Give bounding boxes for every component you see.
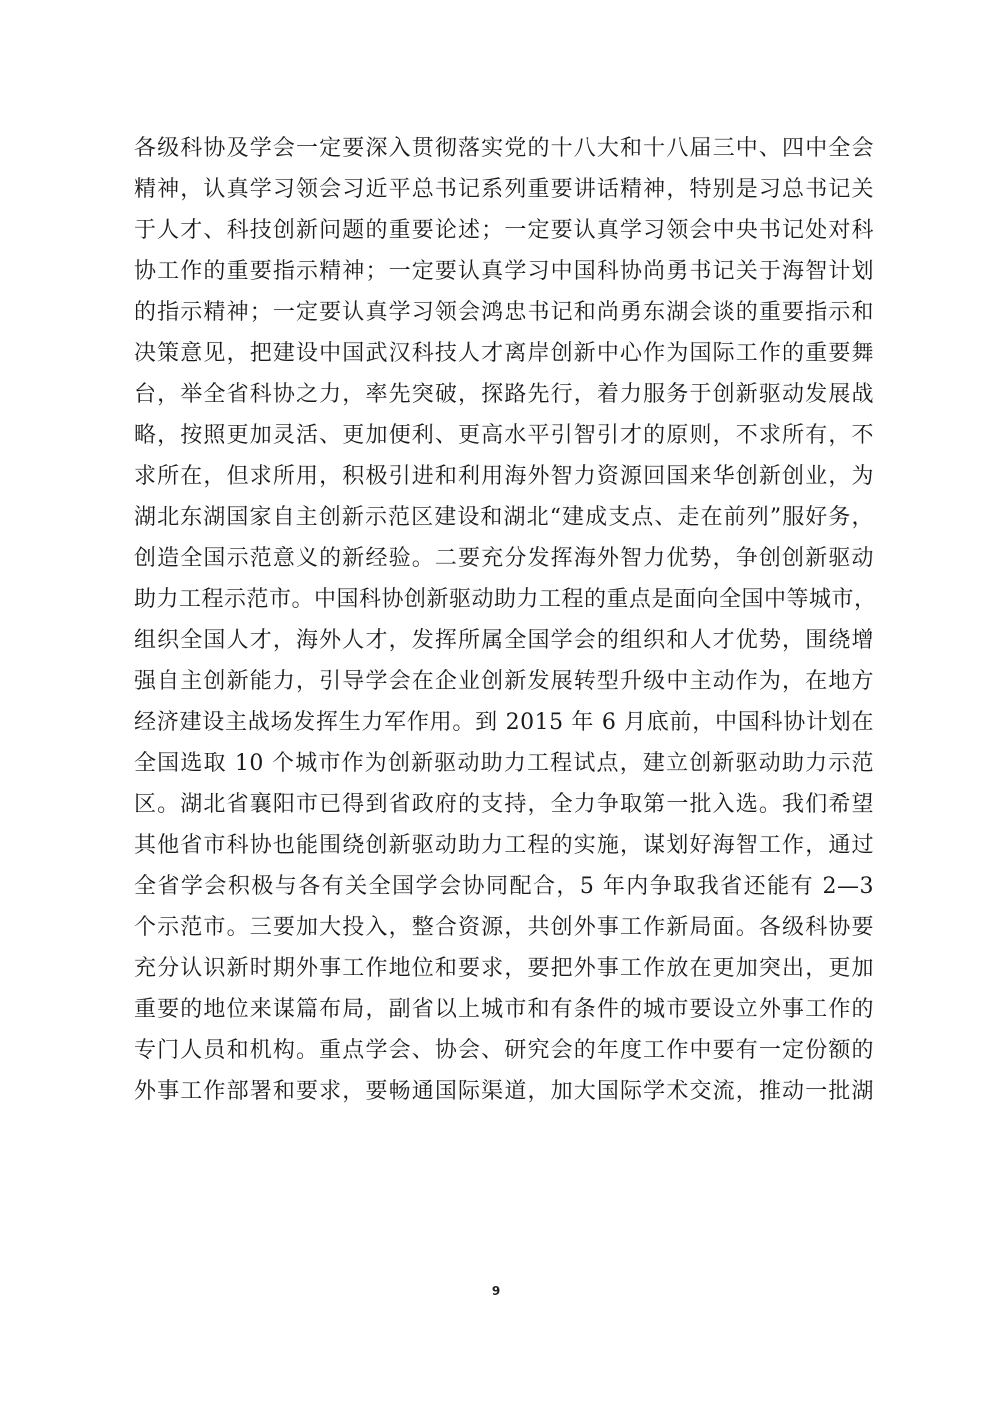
text-line: 求所在，但求所用，积极引进和利用海外智力资源回国来华创新创业，为: [134, 464, 874, 489]
text-line: 经济建设主战场发挥生力军作用。到 2015 年 6 月底前，中国科协计划在: [134, 710, 874, 735]
text-line: 强自主创新能力，引导学会在企业创新发展转型升级中主动作为，在地方: [134, 669, 874, 694]
text-line: 略，按照更加灵活、更加便利、更高水平引智引才的原则，不求所有，不: [134, 423, 874, 448]
text-line: 其他省市科协也能围绕创新驱动助力工程的实施，谋划好海智工作，通过: [134, 833, 874, 858]
page-number: 9: [491, 1284, 501, 1298]
text-line: 台，举全省科协之力，率先突破，探路先行，着力服务于创新驱动发展战: [134, 382, 874, 407]
text-line: 充分认识新时期外事工作地位和要求，要把外事工作放在更加突出，更加: [134, 956, 874, 981]
body-text: [134, 128, 877, 1112]
text-line: 区。湖北省襄阳市已得到省政府的支持，全力争取第一批入选。我们希望: [134, 792, 874, 817]
text-line: 重要的地位来谋篇布局，副省以上城市和有条件的城市要设立外事工作的: [134, 997, 874, 1022]
text-line: 外事工作部署和要求，要畅通国际渠道，加大国际学术交流，推动一批湖: [134, 1079, 874, 1104]
text-line: 协工作的重要指示精神；一定要认真学习中国科协尚勇书记关于海智计划: [134, 259, 874, 284]
text-line: 个示范市。三要加大投入，整合资源，共创外事工作新局面。各级科协要: [134, 915, 874, 940]
text-line: 的指示精神；一定要认真学习领会鸿忠书记和尚勇东湖会谈的重要指示和: [134, 300, 874, 325]
text-line: 全省学会积极与各有关全国学会协同配合，5 年内争取我省还能有 2—3: [134, 874, 874, 899]
text-line: 全国选取 10 个城市作为创新驱动助力工程试点，建立创新驱动助力示范: [134, 751, 874, 776]
text-line: 助力工程示范市。中国科协创新驱动助力工程的重点是面向全国中等城市，: [134, 587, 877, 612]
text-line: 精神，认真学习领会习近平总书记系列重要讲话精神，特别是习总书记关: [134, 177, 874, 202]
text-line: 各级科协及学会一定要深入贯彻落实党的十八大和十八届三中、四中全会: [134, 136, 874, 161]
text-line: 专门人员和机构。重点学会、协会、研究会的年度工作中要有一定份额的: [134, 1038, 874, 1063]
text-line: 湖北东湖国家自主创新示范区建设和湖北“建成支点、走在前列”服好务，: [134, 505, 874, 530]
text-line: 组织全国人才，海外人才，发挥所属全国学会的组织和人才优势，围绕增: [134, 628, 874, 653]
text-line: 创造全国示范意义的新经验。二要充分发挥海外智力优势，争创创新驱动: [134, 546, 874, 571]
text-line: 决策意见，把建设中国武汉科技人才离岸创新中心作为国际工作的重要舞: [134, 341, 874, 366]
text-line: 于人才、科技创新问题的重要论述；一定要认真学习领会中央书记处对科: [134, 218, 874, 243]
